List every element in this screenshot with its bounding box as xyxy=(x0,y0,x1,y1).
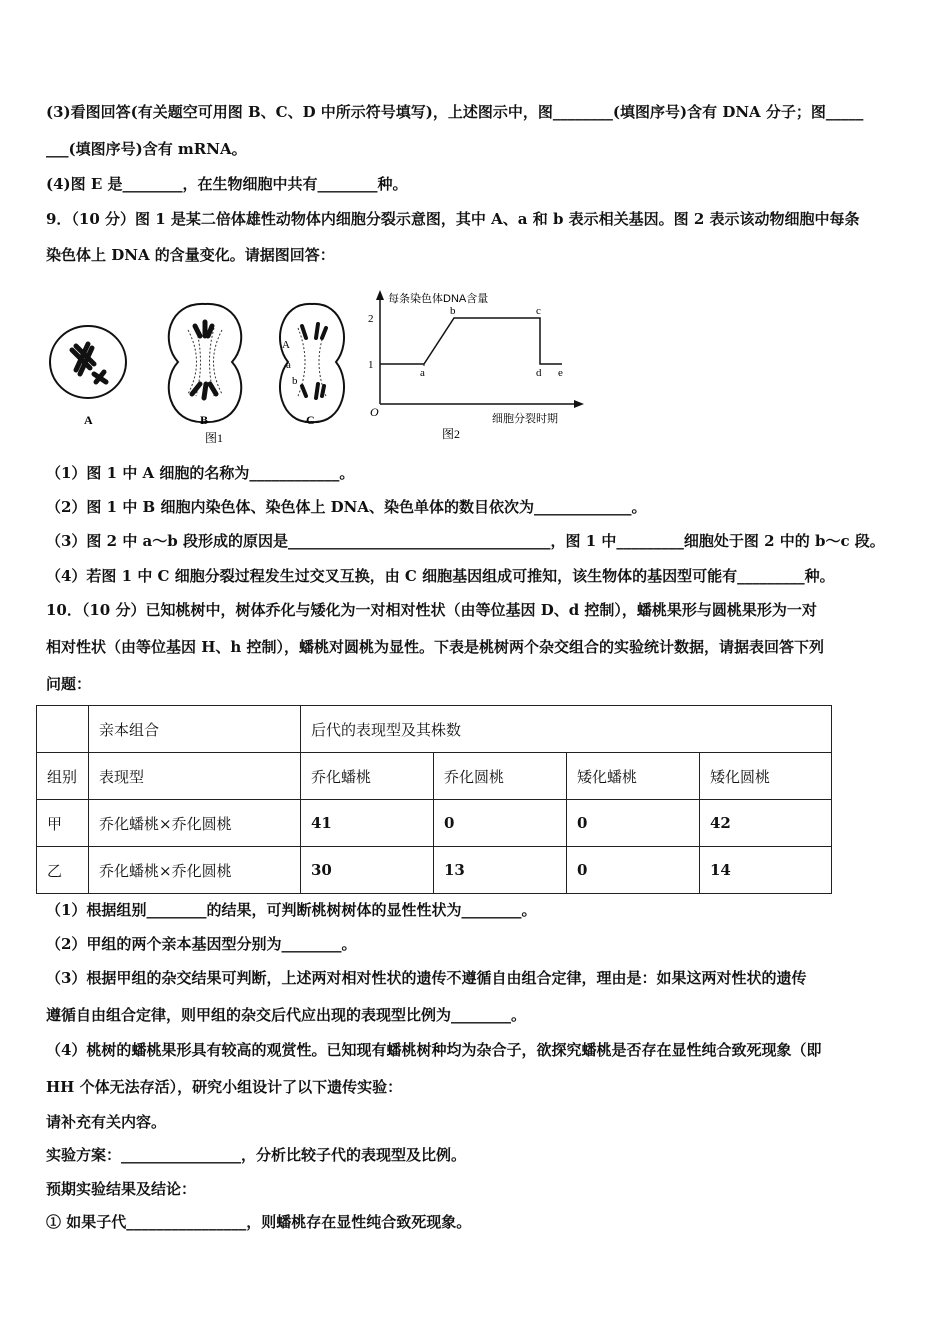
q10-4-line3: 请补充有关内容。 xyxy=(46,1113,167,1131)
point-e: e xyxy=(558,367,563,379)
q10-stem-line3: 问题： xyxy=(46,675,92,693)
cell-b-label: B xyxy=(200,413,209,427)
point-c: c xyxy=(536,305,541,317)
graph-ylabel: 每条染色体DNA含量 xyxy=(388,293,489,305)
graph-xlabel: 细胞分裂时期 xyxy=(492,413,558,425)
table-cell-cross: 乔化蟠桃×乔化圆桃 xyxy=(89,847,301,894)
table-header-cell: 后代的表现型及其株数 xyxy=(301,706,832,753)
q9-4-line: （4）若图 1 中 C 细胞分裂过程发生过交叉互换，由 C 细胞基因组成可推知，该生物体的基因型可能有_________种。 xyxy=(46,567,835,585)
table-cell-value: 13 xyxy=(434,847,567,894)
table-header-row-2 xyxy=(37,753,832,800)
table-cell xyxy=(37,706,89,753)
cross-data-table xyxy=(36,705,832,894)
q10-4-line2: HH 个体无法存活），研究小组设计了以下遗传实验： xyxy=(46,1078,403,1096)
cell-c-label: C xyxy=(306,413,315,427)
point-b: b xyxy=(450,305,456,317)
point-d: d xyxy=(536,367,542,379)
table-cell-value: 30 xyxy=(301,847,434,894)
q10-2-line: （2）甲组的两个亲本基因型分别为________。 xyxy=(46,935,357,953)
q10-3-line2: 遵循自由组合定律，则甲组的杂交后代应出现的表现型比例为________。 xyxy=(46,1006,527,1024)
table-header-row-1 xyxy=(37,706,832,753)
dna-content-line xyxy=(380,318,562,364)
table-header-cell: 组别 xyxy=(37,753,89,800)
table-cell-value: 0 xyxy=(567,847,700,894)
table-cell-value: 41 xyxy=(301,800,434,847)
q9-stem-line1: 9．（10 分）图 1 是某二倍体雄性动物体内细胞分裂示意图，其中 A、a 和 b 表示相关基因。图 2 表示该动物细胞中每条 xyxy=(46,210,860,228)
q10-4-line4: 实验方案：________________，分析比较子代的表现型及比例。 xyxy=(46,1146,467,1164)
table-row xyxy=(37,800,832,847)
q8-3-line2: ___(填图序号)含有 mRNA。 xyxy=(46,140,247,158)
table-cell-value: 0 xyxy=(434,800,567,847)
table-cell-group: 乙 xyxy=(37,847,89,894)
table-row xyxy=(37,847,832,894)
table-header-cell: 表现型 xyxy=(89,753,301,800)
q9-2-line: （2）图 1 中 B 细胞内染色体、染色体上 DNA、染色单体的数目依次为_____________。 xyxy=(46,498,647,516)
gene-label-a: a xyxy=(286,359,291,371)
graph-ytick-2: 2 xyxy=(368,313,374,325)
table-header-cell: 乔化蟠桃 xyxy=(301,753,434,800)
q10-4-line6: ① 如果子代________________，则蟠桃存在显性纯合致死现象。 xyxy=(46,1213,472,1231)
cell-b-diagram xyxy=(169,304,241,422)
table-cell-value: 0 xyxy=(567,800,700,847)
graph-ytick-1: 1 xyxy=(368,359,374,371)
graph-origin: O xyxy=(370,405,379,419)
q8-4-line: (4)图 E 是________，在生物细胞中共有________种。 xyxy=(46,175,408,193)
dna-content-graph xyxy=(368,290,584,441)
q10-1-line: （1）根据组别________的结果，可判断桃树树体的显性性状为________。 xyxy=(46,901,537,919)
gene-label-b: b xyxy=(292,375,298,387)
q10-4-line5: 预期实验结果及结论： xyxy=(46,1180,197,1198)
table-cell-cross: 乔化蟠桃×乔化圆桃 xyxy=(89,800,301,847)
cell-a-diagram xyxy=(50,326,126,398)
q10-stem-line1: 10．（10 分）已知桃树中，树体乔化与矮化为一对相对性状（由等位基因 D、d 控制），蟠桃果形与圆桃果形为一对 xyxy=(46,601,817,619)
cell-a-label: A xyxy=(84,413,93,427)
table-header-cell: 矮化圆桃 xyxy=(700,753,832,800)
cell-division-figure xyxy=(40,282,600,452)
table-header-cell: 乔化圆桃 xyxy=(434,753,567,800)
table-cell-value: 42 xyxy=(700,800,832,847)
table-header-cell: 矮化蟠桃 xyxy=(567,753,700,800)
figure-2-caption: 图2 xyxy=(442,427,461,441)
q9-3-line: （3）图 2 中 a～b 段形成的原因是___________________________________，图 1 中_________细胞处于图 2 中的 b～c 段。 xyxy=(46,532,885,550)
figure-1-caption: 图1 xyxy=(205,431,224,445)
q9-stem-line2: 染色体上 DNA 的含量变化。请据图回答： xyxy=(46,246,335,264)
table-header-cell: 亲本组合 xyxy=(89,706,301,753)
point-a: a xyxy=(420,367,425,379)
q10-stem-line2: 相对性状（由等位基因 H、h 控制），蟠桃对圆桃为显性。下表是桃树两个杂交组合的实验统计数据，请据表回答下列 xyxy=(46,638,825,656)
q8-3-line1: (3)看图回答(有关题空可用图 B、C、D 中所示符号填写)，上述图示中，图________(填图序号)含有 DNA 分子；图_____ xyxy=(46,103,864,121)
table-cell-group: 甲 xyxy=(37,800,89,847)
q10-3-line1: （3）根据甲组的杂交结果可判断，上述两对相对性状的遗传不遵循自由组合定律，理由是：如果这两对性状的遗传 xyxy=(46,969,807,987)
table-cell-value: 14 xyxy=(700,847,832,894)
gene-label-A: A xyxy=(282,339,290,351)
q10-4-line1: （4）桃树的蟠桃果形具有较高的观赏性。已知现有蟠桃树种均为杂合子，欲探究蟠桃是否存在显性纯合致死现象（即 xyxy=(46,1041,822,1059)
q9-1-line: （1）图 1 中 A 细胞的名称为____________。 xyxy=(46,464,355,482)
cell-c-diagram xyxy=(280,304,344,422)
